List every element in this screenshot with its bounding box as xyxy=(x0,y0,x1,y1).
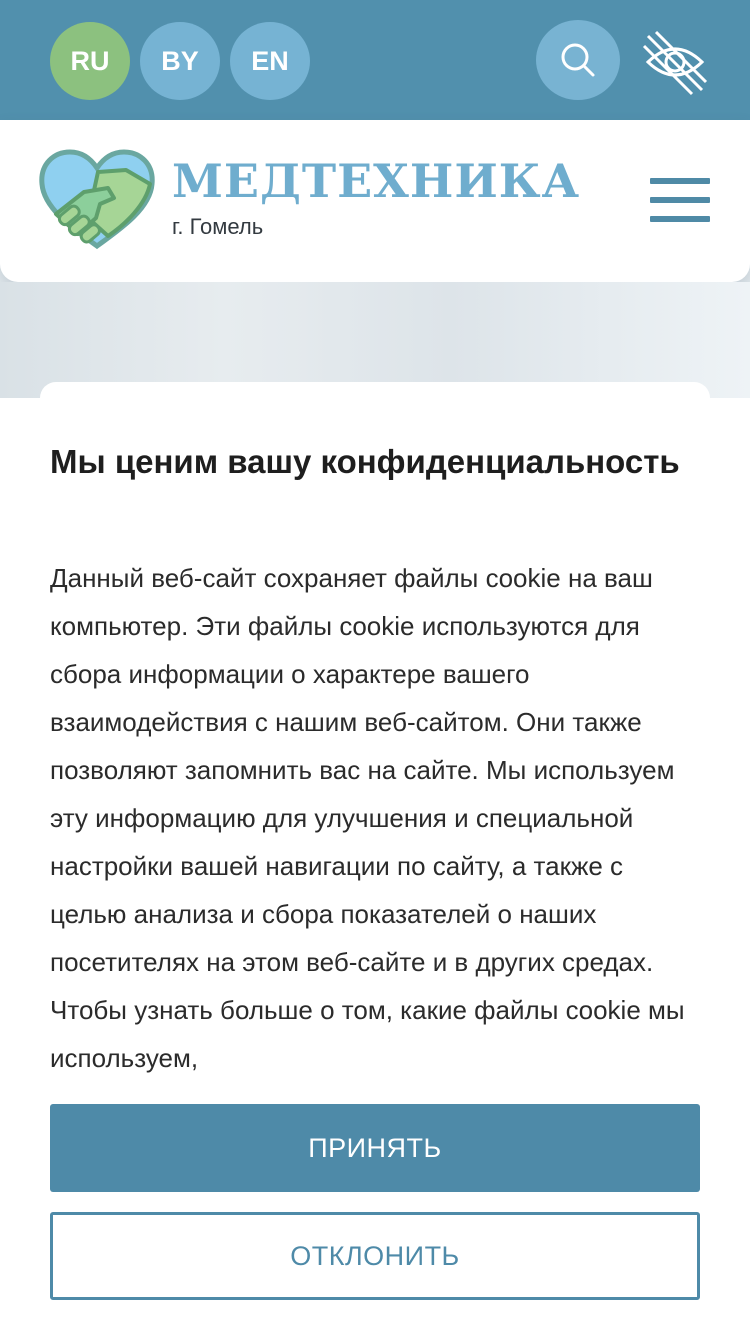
heart-handshake-icon[interactable] xyxy=(38,148,156,252)
language-en-button[interactable]: EN xyxy=(230,22,310,100)
logo-title[interactable]: МЕДТЕХНИКА xyxy=(172,154,581,208)
hamburger-menu-icon[interactable] xyxy=(650,178,712,226)
cookie-text: Данный веб-сайт сохраняет файлы cookie на ваш компьютер. Эти файлы cookie используются для сбора информации о характере вашего взаимодействия с нашим веб-сайтом. Они также позволяют запомнить вас на сайте. Мы используем эту информацию для улучшения и специальной настройки вашей навигации по сайту, а также с целью анализа и сбора показателей о наших посетителях на этом веб-сайте и в других средах. Чтобы узнать больше о том, какие файлы cookie мы используем, xyxy=(50,563,685,1073)
accept-button[interactable]: ПРИНЯТЬ xyxy=(50,1104,700,1192)
decline-button[interactable]: ОТКЛОНИТЬ xyxy=(50,1212,700,1300)
language-ru-button[interactable]: RU xyxy=(50,22,130,100)
site-header xyxy=(0,120,750,282)
cookie-title: Мы ценим вашу конфиденциальность xyxy=(50,443,680,480)
search-button[interactable] xyxy=(536,20,620,100)
eye-off-icon xyxy=(640,26,710,96)
top-bar xyxy=(0,0,750,120)
search-icon xyxy=(558,40,598,80)
logo-subtitle: г. Гомель xyxy=(172,214,264,239)
accessibility-button[interactable] xyxy=(638,24,712,98)
cookie-consent-dialog xyxy=(0,398,750,1334)
language-by-button[interactable]: BY xyxy=(140,22,220,100)
